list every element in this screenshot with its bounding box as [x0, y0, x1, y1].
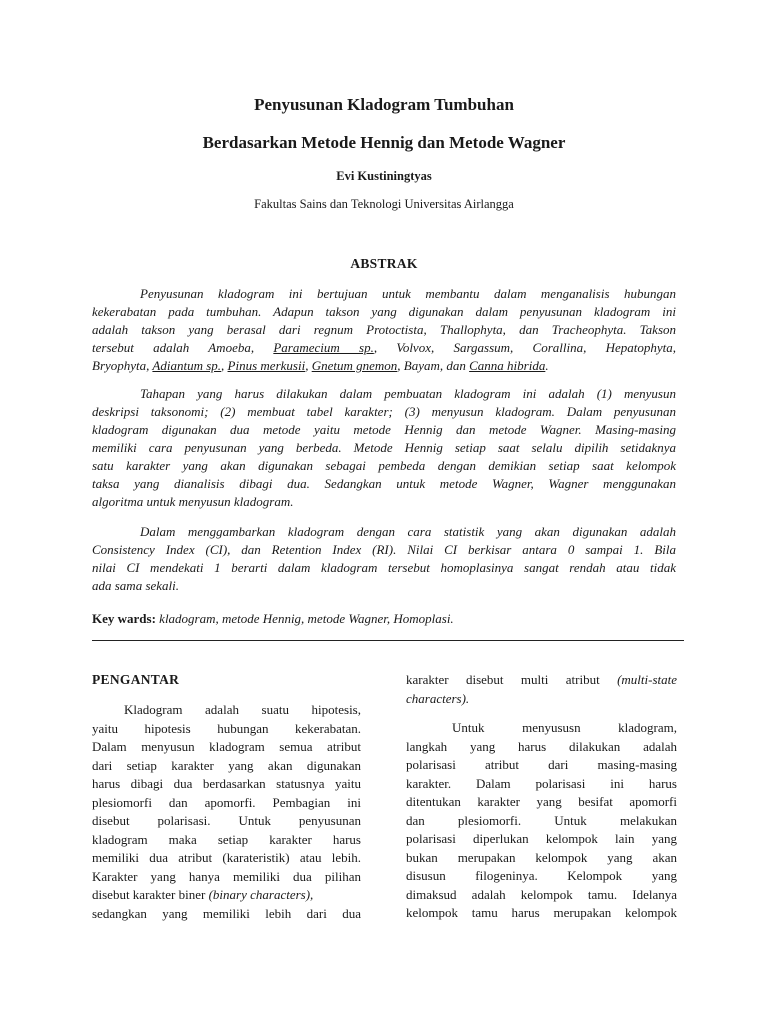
body-line: characters).: [406, 690, 470, 706]
paper-title-line-2: Berdasarkan Metode Hennig dan Metode Wagner: [202, 133, 566, 152]
body-line: harus dibagi dua berdasarkan statusnya yaitu: [92, 776, 361, 791]
keywords-line: [92, 610, 454, 628]
abstract-line: Consistency Index (CI), dan Retention Index (RI). Nilai CI berkisar antara 0 sampai 1. Bila: [92, 542, 676, 557]
author-name: Evi Kustiningtyas: [336, 169, 432, 183]
section-divider: [92, 640, 684, 641]
body-line: yaitu hipotesis hubungan kekerabatan.: [92, 720, 361, 736]
body-line: kelompok tamu harus merupakan kelompok: [406, 905, 677, 920]
body-text: karakter disebut multi atribut: [406, 672, 618, 687]
abstract-text: , Bayam, dan: [397, 358, 470, 373]
paper-title-line-1: Penyusunan Kladogram Tumbuhan: [254, 95, 514, 114]
abstract-text: , Volvox, Sargassum, Corallina, Hepatophyta,: [373, 340, 676, 355]
abstract-line: Penyusunan kladogram ini bertujuan untuk membantu dalam menganalisis hubungan: [140, 286, 676, 301]
abstract-text: tersebut adalah Amoeba,: [92, 340, 274, 355]
body-line: [406, 671, 677, 690]
body-column-left: [92, 671, 361, 923]
abstract-line: nilai CI mendekati 1 berarti dalam kladogram tersebut homoplasinya sangat rendah atau tidak: [92, 560, 676, 575]
body-text: disebut karakter biner: [92, 887, 209, 902]
body-line: polarisasi atribut dari masing-masing: [406, 757, 677, 772]
body-line: langkah yang harus dilakukan adalah: [406, 738, 677, 754]
author-affiliation: Fakultas Sains dan Teknologi Universitas Airlangga: [254, 197, 514, 211]
abstract-line: Dalam menggambarkan kladogram dengan cara statistik yang akan digunakan adalah: [140, 524, 676, 539]
body-column-right: [406, 671, 677, 923]
abstract-line: [92, 339, 676, 357]
abstract-line: kekerabatan pada tumbuhan. Adapun takson yang digunakan dalam penyusunan kladogram ini: [92, 304, 676, 319]
keywords-label: Key wards:: [92, 611, 156, 626]
body-line: Kladogram adalah suatu hipotesis,: [124, 702, 361, 717]
abstract-line: kladogram digunakan dua metode yaitu metode Hennig dan metode Wagner. Masing-masing: [92, 422, 676, 437]
abstract-text: ,: [305, 358, 312, 373]
taxon-name-underlined: Gnetum gnemon: [311, 358, 398, 373]
body-line: ditentukan karakter yang besifat apomorfi: [406, 794, 677, 809]
taxon-name-underlined: Pinus merkusii: [227, 358, 306, 373]
abstract-line: adalah takson yang berasal dari regnum Protoctista, Thallophyta, dan Tracheophyta. Takson: [92, 322, 676, 337]
abstract-heading: ABSTRAK: [350, 256, 418, 271]
body-line: disebut polarisasi. Untuk penyusunan: [92, 813, 361, 828]
body-line: dimaksud adalah kelompok tamu. Idelanya: [406, 886, 677, 902]
abstract-line: Tahapan yang harus dilakukan dalam pembuatan kladogram ini adalah (1) menyusun: [140, 386, 676, 401]
body-line: Untuk menyususn kladogram,: [452, 720, 677, 735]
abstract-paragraph-2: [92, 385, 676, 511]
body-line: dari setiap karakter yang akan digunakan: [92, 757, 361, 773]
taxon-name-underlined: Paramecium sp.: [273, 340, 374, 355]
abstract-text: Bryophyta,: [92, 358, 153, 373]
abstract-text: .: [545, 358, 549, 373]
body-line: plesiomorfi dan apomorfi. Pembagian ini: [92, 794, 361, 810]
taxon-name-underlined: Adiantum sp.: [152, 358, 222, 373]
abstract-line: memiliki cara penyusunan yang berbeda. Metode Hennig setiap saat selalu dipilih setidaknya: [92, 440, 676, 455]
section-heading-pengantar: PENGANTAR: [92, 672, 180, 687]
body-line: disusun filogeninya. Kelompok yang: [406, 868, 677, 883]
body-text-italic: (multi-state: [617, 672, 677, 687]
abstract-line: taksa yang dianalisis dibagi dua. Sedangkan untuk metode Wagner, Wagner menggunakan: [92, 476, 676, 491]
abstract-paragraph-1: [92, 285, 676, 375]
abstract-line: ada sama sekali.: [92, 578, 180, 593]
abstract-line: deskripsi taksonomi; (2) membuat tabel karakter; (3) menyusun kladogram. Dalam penyusunan: [92, 404, 676, 419]
taxon-name-underlined: Canna hibrida: [469, 358, 546, 373]
body-text-italic: (binary characters),: [208, 887, 314, 902]
body-line: Dalam menyusun kladogram semua atribut: [92, 739, 361, 754]
abstract-paragraph-3: [92, 523, 676, 595]
body-line: sedangkan yang memiliki lebih dari dua: [92, 905, 361, 921]
abstract-text: ,: [221, 358, 228, 373]
body-line: polarisasi diperlukan kelompok lain yang: [406, 831, 677, 846]
paragraph-gap: [406, 708, 677, 719]
body-line: [92, 886, 361, 905]
abstract-line: algoritma untuk menyusun kladogram.: [92, 494, 294, 509]
body-line: kladogram maka setiap karakter harus: [92, 831, 361, 847]
body-line: Karakter yang hanya memiliki dua pilihan: [92, 868, 361, 884]
abstract-line: satu karakter yang akan digunakan sebagai pembeda dengan demikian setiap saat kelompok: [92, 458, 676, 473]
body-line: karakter. Dalam polarisasi ini harus: [406, 775, 677, 791]
body-line: dan plesiomorfi. Untuk melakukan: [406, 812, 677, 828]
body-line: bukan merupakan kelompok yang akan: [406, 849, 677, 865]
keywords-value: kladogram, metode Hennig, metode Wagner, Homoplasi.: [155, 611, 454, 626]
body-line: memiliki dua atribut (karateristik) atau lebih.: [92, 850, 361, 865]
abstract-line: [92, 357, 676, 375]
